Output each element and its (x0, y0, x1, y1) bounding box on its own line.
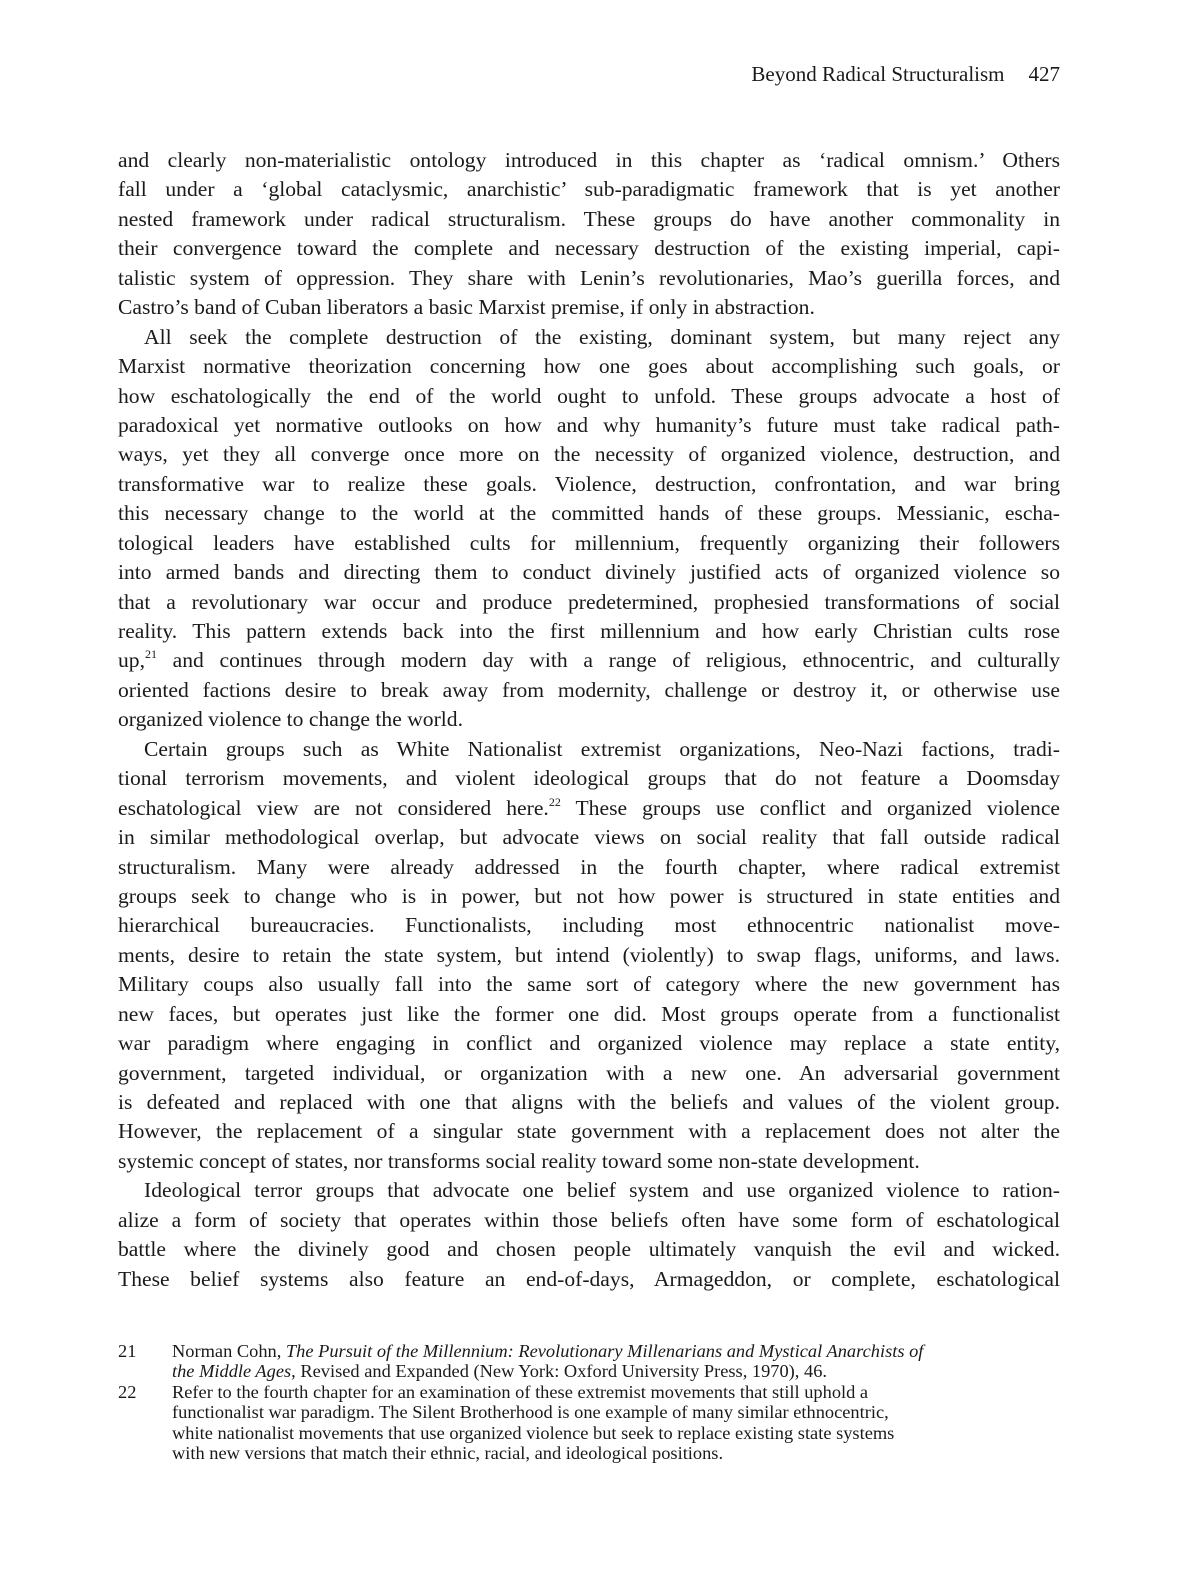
text-line: ways, yet they all converge once more on the necessity of organized violence, destruction, and (118, 442, 1060, 467)
text-line: that a revolutionary war occur and produce predetermined, prophesied transformations of social (118, 589, 1060, 614)
text-line: new faces, but operates just like the former one did. Most groups operate from a functionalist (118, 1001, 1060, 1026)
text-line: white nationalist movements that use organized violence but seek to replace existing state systems (172, 1422, 895, 1443)
text-line: However, the replacement of a singular state government with a replacement does not alter the (118, 1119, 1060, 1144)
footnote-21 (118, 1341, 1048, 1382)
paragraph (118, 323, 1060, 735)
text-segment: These groups use conflict and organized violence (560, 795, 1060, 820)
footnote-reference[interactable]: 21 (145, 647, 157, 662)
text-line: tological leaders have established cults for millennium, frequently organizing their followers (118, 530, 1060, 555)
text-line: functionalist war paradigm. The Silent Brotherhood is one example of many similar ethnocentric, (172, 1402, 889, 1423)
text-line: into armed bands and directing them to conduct divinely justified acts of organized violence so (118, 560, 1060, 585)
text-line: war paradigm where engaging in conflict and organized violence may replace a state entity, (118, 1031, 1060, 1056)
footnote-reference[interactable]: 22 (548, 794, 561, 809)
italic-title: the Middle Ages (172, 1361, 292, 1382)
text-line (118, 794, 1060, 823)
body-text (118, 146, 1060, 1294)
text-line: in similar methodological overlap, but advocate views on social reality that fall outside radical (118, 825, 1060, 850)
text-line: hierarchical bureaucracies. Functionalists, including most ethnocentric nationalist move- (118, 913, 1060, 938)
text-line: paradoxical yet normative outlooks on how and why humanity’s future must take radical path- (118, 412, 1060, 437)
text-line: reality. This pattern extends back into the first millennium and how early Christian cults rose (118, 619, 1060, 643)
text-line: nested framework under radical structuralism. These groups do have another commonality in (118, 206, 1060, 231)
text-line: fall under a ‘global cataclysmic, anarchistic’ sub-paradigmatic framework that is yet another (118, 177, 1060, 202)
text-line: oriented factions desire to break away from modernity, challenge or destroy it, or otherwise use (118, 677, 1060, 702)
text-line (118, 646, 1060, 675)
text-line: structuralism. Many were already addressed in the fourth chapter, where radical extremist (118, 854, 1060, 879)
text-line: Military coups also usually fall into the same sort of category where the new government has (118, 972, 1060, 997)
text-line (172, 1361, 1048, 1381)
text-line: transformative war to realize these goals. Violence, destruction, confrontation, and war bring (118, 471, 1060, 496)
text-line: systemic concept of states, nor transforms social reality toward some non-state development. (118, 1148, 920, 1173)
footnotes (118, 1341, 1048, 1463)
text-segment: eschatological view are not considered here. (118, 795, 549, 820)
paragraph (118, 146, 1060, 323)
text-segment: and continues through modern day with a range of religious, ethnocentric, and culturally (157, 648, 1060, 673)
paragraph (118, 735, 1060, 1177)
paragraph (118, 1176, 1060, 1294)
footnote-number: 21 (118, 1341, 137, 1361)
text-line: tional terrorism movements, and violent ideological groups that do not feature a Doomsday (118, 766, 1060, 791)
footnote-number: 22 (118, 1381, 137, 1402)
text-line: All seek the complete destruction of the existing, dominant system, but many reject any (144, 324, 1060, 349)
text-line: their convergence toward the complete and necessary destruction of the existing imperial, capi- (118, 236, 1060, 261)
text-line: battle where the divinely good and chosen people ultimately vanquish the evil and wicked. (118, 1237, 1060, 1262)
text-line: is defeated and replaced with one that aligns with the beliefs and values of the violent group. (118, 1090, 1060, 1114)
running-title: Beyond Radical Structuralism (751, 62, 1005, 86)
text-line: These belief systems also feature an end-of-days, Armageddon, or complete, eschatological (118, 1266, 1060, 1291)
text-line: Refer to the fourth chapter for an examination of these extremist movements that still uphold a (172, 1381, 869, 1402)
text-segment: up, (118, 648, 145, 673)
text-line: and clearly non-materialistic ontology introduced in this chapter as ‘radical omnism.’ Others (118, 148, 1060, 172)
text-line: this necessary change to the world at the committed hands of these groups. Messianic, escha- (118, 501, 1060, 526)
text-line: alize a form of society that operates within those beliefs often have some form of eschatological (118, 1207, 1060, 1232)
text-line: groups seek to change who is in power, but not how power is structured in state entities and (118, 883, 1060, 908)
running-header (751, 62, 1060, 87)
footnote-22 (118, 1382, 1048, 1464)
text-segment: Norman Cohn, (172, 1341, 286, 1361)
text-line: talistic system of oppression. They share with Lenin’s revolutionaries, Mao’s guerilla forces, and (118, 265, 1060, 290)
text-segment: , Revised and Expanded (New York: Oxford University Press, 1970), 46. (291, 1361, 827, 1382)
text-line: organized violence to change the world. (118, 707, 463, 732)
text-line: ments, desire to retain the state system, but intend (violently) to swap flags, uniforms, and laws. (118, 942, 1060, 967)
italic-title: The Pursuit of the Millennium: Revolutionary Millenarians and Mystical Anarchists of (285, 1341, 924, 1361)
page-number: 427 (1028, 62, 1060, 86)
text-line: government, targeted individual, or organization with a new one. An adversarial government (118, 1060, 1060, 1085)
text-line: Ideological terror groups that advocate one belief system and use organized violence to ration- (144, 1178, 1060, 1203)
text-line (172, 1341, 1048, 1361)
text-line: how eschatologically the end of the world ought to unfold. These groups advocate a host of (118, 383, 1060, 408)
text-line: Certain groups such as White Nationalist extremist organizations, Neo-Nazi factions, tradi- (144, 736, 1060, 761)
text-line: Marxist normative theorization concerning how one goes about accomplishing such goals, or (118, 354, 1060, 379)
text-line: with new versions that match their ethnic, racial, and ideological positions. (172, 1442, 724, 1463)
text-line: Castro’s band of Cuban liberators a basic Marxist premise, if only in abstraction. (118, 295, 815, 320)
